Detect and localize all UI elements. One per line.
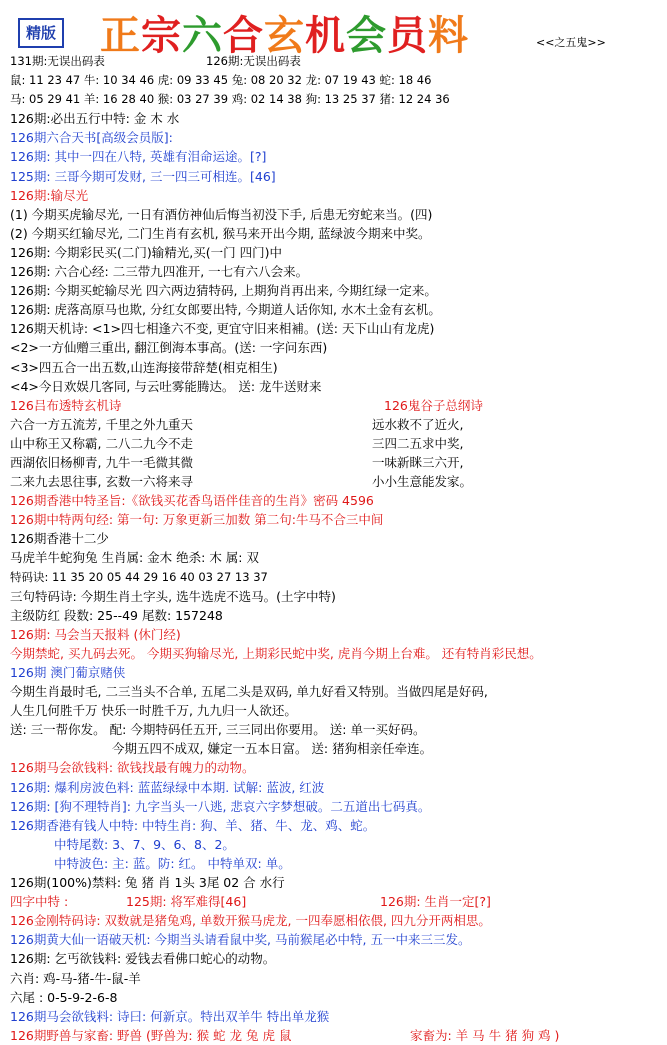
line-text: 126期天机诗: <1>四七相逢六不变, 更宜守旧来相補。(送: 天下山山有龙虎) [10,321,435,337]
text-line [10,224,660,243]
text-line [10,71,660,90]
line-text: 二来九去思往事, 玄数一六将来寻 [10,474,193,490]
line-text: 鼠: 11 23 47 牛: 10 34 46 虎: 09 33 45 兔: 08 20 32 龙: 07 19 43 蛇: 18 46 [10,73,432,88]
text-line [10,90,660,109]
text-line [10,606,660,625]
title-char: 会 [346,12,387,59]
text-line [10,147,660,166]
text-line [10,1026,660,1045]
line-text: 126期: 乞丐欲钱料: 爱钱去看佛口蛇心的动物。 [10,951,276,967]
text-line [10,587,660,606]
article-body [10,54,660,1045]
text-line [10,319,660,338]
line-text-col2: 远水救不了近火, [372,416,464,432]
line-text: 主级防红 段数: 25--49 尾数: 157248 [10,607,223,623]
line-text: 126期 澳门葡京赌侠 [10,665,126,680]
text-line [10,835,660,854]
text-line [10,682,660,701]
line-text-col2: 125期: 将军难得[46] [126,894,247,910]
text-line [10,205,660,224]
line-text: 126期马会欲钱料: 诗曰: 何新京。特出双羊牛 特出单龙猴 [10,1008,330,1024]
text-line [10,949,660,968]
text-line [10,644,660,663]
text-line [10,415,660,434]
line-text-col2: 126鬼谷子总纲诗 [384,397,483,413]
page-header [0,0,667,60]
line-text: 126期: 马会当天报料 (休门经) [10,626,181,642]
line-text-col3: 126期: 生肖一定[?] [380,894,491,910]
text-line [10,758,660,777]
text-line [10,529,660,548]
text-line [10,491,660,510]
text-line [10,1007,660,1026]
line-text-col2: 家畜为: 羊 马 牛 猪 狗 鸡 ) [410,1027,560,1043]
title-char: 玄 [264,12,305,59]
line-text: 125期: 三哥今期可发财, 三一四三可相连。[46] [10,168,276,184]
text-line [10,548,660,567]
line-text: 126期黄大仙一语破天机: 今期当头请看鼠中奖, 马前猴尾必中特, 五一中来三三发。 [10,932,471,948]
line-text: 126期: 其中一四在八特, 英雄有泪命运途。[?] [10,149,267,165]
line-text: 马虎羊牛蛇狗兔 生肖属: 金木 绝杀: 木 属: 双 [10,550,259,566]
line-text: 送: 三一帮你发。 配: 今期特码任五开, 三三同出你要用。 送: 单一买好码。 [10,722,426,738]
text-line [10,52,660,71]
line-text: 126期: 今期买蛇输尽光 四六两边猜特码, 上期狗肖再出来, 今期红绿一定来。 [10,283,437,299]
line-text: 特码诀: 11 35 20 05 44 29 16 40 03 27 13 37 [10,569,268,584]
text-line [10,377,660,396]
line-text-col2: 小小生意能发家。 [372,474,473,490]
line-text: 西湖依旧杨柳青, 九牛一毛微其微 [10,454,193,470]
line-text: 今期禁蛇, 买九码去死。 今期买狗输尽光, 上期彩民蛇中奖, 虎肖今期上台难。 还有特肖彩民想。 [10,645,542,661]
line-text: <3>四五合一出五数,山连海接带辞楚(相克相生) [10,359,278,375]
text-line [10,109,660,128]
line-text: 126期中特两句经: 第一句: 万象更新三加数 第二句:牛马不合三中间 [10,512,384,528]
line-text: (1) 今期买虎输尽光, 一日有酒仿神仙后悔当初没下手, 后患无穷蛇来当。(四) [10,206,433,222]
line-text: 126期(100%)禁料: 兔 猪 肖 1头 3尾 02 合 水行 [10,875,285,891]
line-text: 126期香港中特圣旨:《欲钱买花香鸟语伴佳音的生肖》密码 4596 [10,493,374,509]
line-text: 126期:必出五行中特: 金 木 水 [10,111,180,127]
text-line [10,167,660,186]
title-char: 宗 [141,12,182,59]
text-line [10,988,660,1007]
title-char: 员 [387,12,428,59]
text-line [10,969,660,988]
line-text: 今期五四不成双, 嫌定一五本日富。 送: 猪狗相亲任牵连。 [112,741,433,757]
text-line [10,128,660,147]
line-text: 六尾 : 0-5-9-2-6-8 [10,989,118,1005]
line-text: 126期香港十二少 [10,531,109,547]
line-text: 四字中特 : [10,894,69,910]
side-note: <<之五鬼>> [536,36,606,49]
text-line [10,816,660,835]
line-text: <4>今日欢娱几客同, 与云吐雾能腾达。 送: 龙牛送财来 [10,378,322,394]
line-text: 六肖: 鸡-马-猪-牛-鼠-羊 [10,970,141,986]
line-text: 126期香港有钱人中特: 中特生肖: 狗、羊、猪、牛、龙、鸡、蛇。 [10,817,376,833]
line-text: 三句特码诗: 今期生肖土字头, 选牛选虎不选马。(土字中特) [10,588,336,604]
text-line [10,739,660,758]
text-line [10,854,660,873]
text-line [10,281,660,300]
text-line [10,892,660,911]
line-text: 六合一方五流芳, 千里之外九重天 [10,416,193,432]
text-line [10,778,660,797]
line-text: 中特波色: 主: 蓝。防: 红。 中特单双: 单。 [54,855,291,871]
text-line [10,396,660,415]
text-line [10,701,660,720]
line-text: 126期: 虎落高原马也欺, 分红女郎要出特, 今期道人话你知, 水木土金有玄机。 [10,302,441,318]
title-char: 料 [428,12,469,59]
line-text: 人生几何胜千万 快乐一时胜千万, 九九归一人欲还。 [10,703,297,719]
line-text: 126期六合天书[高级会员版]: [10,130,173,146]
line-text: <2>一方仙赠三重出, 翻江倒海本事高。(送: 一字问东西) [10,340,328,356]
edition-badge: 精版 [18,18,64,48]
line-text: 126期: [狗不理特肖]: 九字当头一八逃, 悲哀六字梦想破。二五道出七码真。 [10,798,431,814]
title-char: 正 [100,12,141,59]
text-line [10,338,660,357]
line-text: 131期:无误出码表 [10,54,105,68]
title-char: 合 [223,12,264,59]
title-char: 六 [182,12,223,59]
text-line [10,568,660,587]
text-line [10,472,660,491]
title-char: 机 [305,12,346,59]
text-line [10,186,660,205]
line-text: 126期:输尽光 [10,187,89,203]
text-line [10,625,660,644]
line-text-col2: 126期:无误出码表 [206,54,301,68]
text-line [10,262,660,281]
text-line [10,358,660,377]
line-text: 126吕布透特玄机诗 [10,397,122,413]
line-text: 126金刚特码诗: 双数就是猪兔鸡, 单数开猴马虎龙, 一四奉愿相依偎, 四九分开两相思。 [10,913,491,929]
line-text: 126期: 六合心经: 二三带九四准开, 一七有六八会来。 [10,264,309,280]
text-line [10,510,660,529]
text-line [10,434,660,453]
line-text: 今期生肖最时毛, 二三当头不合单, 五尾二头是双码, 单九好看又特别。当做四尾是好码, [10,684,488,700]
line-text-col2: 一味新眯三六开, [372,454,464,470]
line-text: 126期野兽与家畜: 野兽 (野兽为: 猴 蛇 龙 兔 虎 鼠 [10,1027,292,1043]
text-line [10,300,660,319]
text-line [10,243,660,262]
text-line [10,797,660,816]
text-line [10,911,660,930]
text-line [10,873,660,892]
line-text-col2: 三四二五求中奖, [372,435,464,451]
text-line [10,930,660,949]
line-text: 126期: 今期彩民买(二门)输精光,买(一门 四门)中 [10,244,282,260]
line-text: 126期: 爆利房波色料: 蓝蓝绿绿中本期. 试解: 蓝波, 红波 [10,779,325,795]
line-text: 山中称王又称霸, 二八二九今不走 [10,435,193,451]
line-text: 马: 05 29 41 羊: 16 28 40 猴: 03 27 39 鸡: 02 14 38 狗: 13 25 37 猪: 12 24 36 [10,92,450,107]
text-line [10,663,660,682]
text-line [10,720,660,739]
line-text: 中特尾数: 3、7、9、6、8、2。 [54,836,235,852]
text-line [10,453,660,472]
line-text: 126期马会欲钱料: 欲钱找最有魄力的动物。 [10,760,255,776]
line-text: (2) 今期买红输尽光, 二门生肖有玄机, 猴马来开出今期, 蓝绿波今期来中奖。 [10,225,431,241]
